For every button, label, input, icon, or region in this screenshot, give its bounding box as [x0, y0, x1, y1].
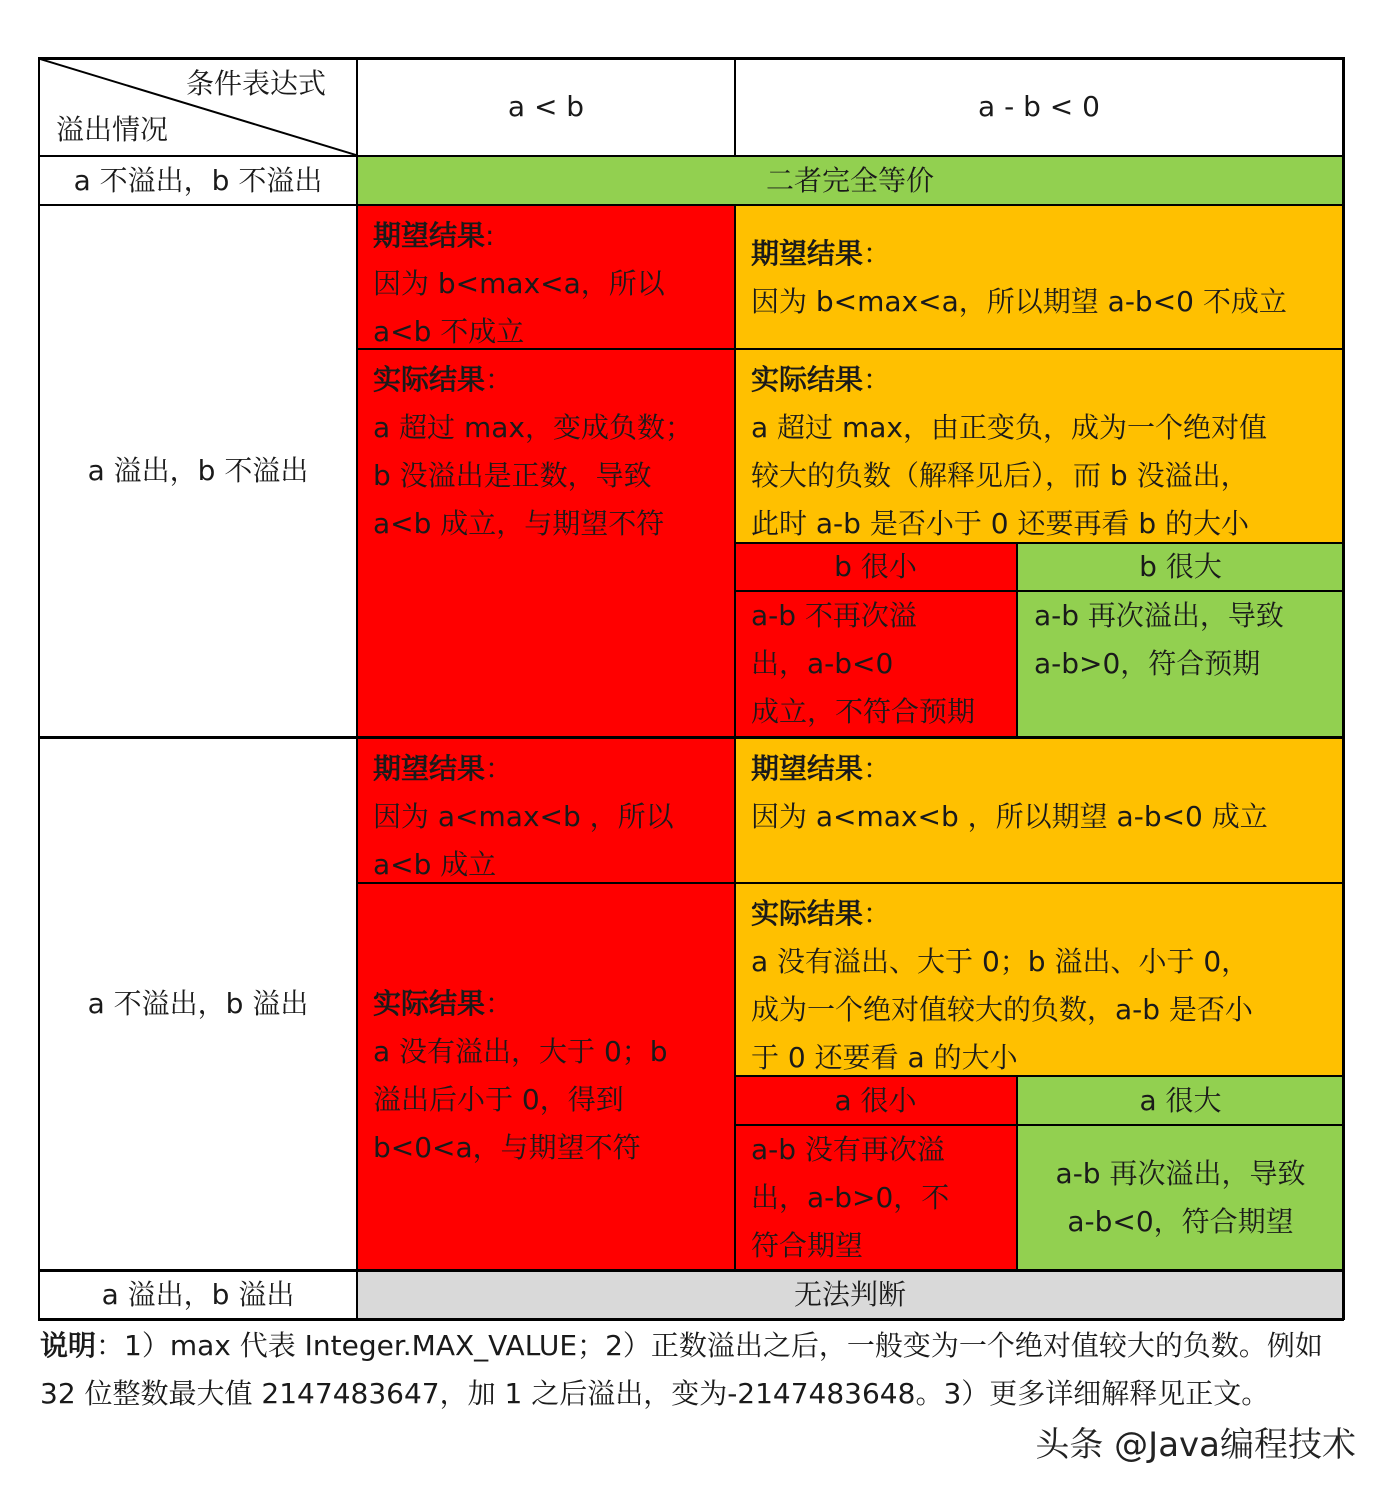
colon: ： — [863, 363, 892, 396]
colon: ： — [485, 987, 514, 1020]
text-line: 于 0 还要看 a 的大小 — [751, 1041, 1018, 1074]
text-line: a<b 不成立 — [373, 315, 525, 348]
notes-title: 说明 — [40, 1329, 97, 1362]
text-line: a 没有溢出、大于 0；b 溢出、小于 0， — [751, 945, 1250, 978]
row4-label: a 溢出，b 溢出 — [101, 1278, 295, 1311]
row2-col1-expect — [357, 206, 735, 348]
row1-value: 二者完全等价 — [765, 163, 934, 197]
text-line: a-b 没有再次溢 — [751, 1133, 945, 1166]
expect-title: 期望结果 — [751, 237, 864, 270]
row3-sub-big-label: a 很大 — [1139, 1083, 1222, 1117]
expect-title: 期望结果 — [373, 752, 486, 785]
row2-sub-big-text — [1018, 592, 1343, 736]
row2-sub-small-text — [735, 592, 1016, 736]
actual-title: 实际结果 — [751, 363, 864, 396]
row3-col1-expect — [357, 739, 735, 882]
text-line: 成立，不符合预期 — [751, 695, 976, 728]
colon: ： — [863, 237, 892, 270]
row3-sub-big-text — [1018, 1126, 1343, 1269]
text-line: 出，a-b<0 — [751, 647, 894, 680]
colon: ： — [485, 363, 514, 396]
actual-title: 实际结果 — [751, 897, 864, 930]
row3-col1-actual — [357, 884, 735, 1269]
text-line: 因为 a<max<b ，所以期望 a-b<0 成立 — [751, 800, 1268, 833]
row3-label: a 不溢出，b 溢出 — [87, 987, 309, 1020]
row2-sub-small-label: b 很小 — [834, 550, 917, 583]
notes-paragraph — [40, 1322, 1330, 1418]
watermark: 头条 @Java编程技术 — [1035, 1425, 1356, 1465]
text-line: 因为 a<max<b ，所以 — [373, 800, 674, 833]
row2-col2-actual — [735, 350, 1343, 542]
text-line: 溢出后小于 0，得到 — [373, 1083, 624, 1116]
text-line: 符合期望 — [751, 1229, 864, 1262]
colon: : — [485, 219, 495, 252]
text-line: a-b>0，符合预期 — [1034, 647, 1261, 680]
text-line: 因为 b<max<a，所以期望 a-b<0 不成立 — [751, 285, 1287, 318]
row1-label: a 不溢出，b 不溢出 — [73, 163, 323, 197]
actual-title: 实际结果 — [373, 363, 486, 396]
header-diag-top: 条件表达式 — [186, 67, 327, 100]
actual-title: 实际结果 — [373, 987, 486, 1020]
row3-col2-actual — [735, 884, 1343, 1075]
row2-col2-expect — [735, 206, 1343, 348]
colon: ： — [863, 752, 892, 785]
colon: ： — [863, 897, 892, 930]
row3-sub-small-text — [735, 1126, 1016, 1269]
text-line: a-b 不再次溢 — [751, 599, 917, 632]
text-line: a 超过 max，由正变负，成为一个绝对值 — [751, 411, 1267, 444]
row4-value: 无法判断 — [793, 1278, 906, 1311]
row3-sub-small-label: a 很小 — [834, 1083, 917, 1117]
row2-sub-big-label: b 很大 — [1139, 550, 1222, 583]
row2-col1-actual — [357, 350, 735, 736]
expect-title: 期望结果 — [373, 219, 486, 252]
text-line: b 没溢出是正数，导致 — [373, 459, 652, 492]
header-diag-bottom: 溢出情况 — [56, 113, 169, 146]
text-line: 成为一个绝对值较大的负数，a-b 是否小 — [751, 993, 1253, 1026]
text-line: 因为 b<max<a，所以 — [373, 267, 665, 300]
text-line: 此时 a-b 是否小于 0 还要再看 b 的大小 — [751, 507, 1250, 540]
text-line: a-b 再次溢出，导致 — [1034, 599, 1284, 632]
text-line: a 超过 max，变成负数； — [373, 411, 693, 444]
text-line: a-b 再次溢出，导致 — [1055, 1156, 1306, 1190]
text-line: 较大的负数（解释见后），而 b 没溢出， — [751, 459, 1249, 492]
header-col1: a < b — [507, 90, 585, 123]
text-line: b<0<a，与期望不符 — [373, 1131, 641, 1164]
text-line: 出，a-b>0，不 — [751, 1181, 950, 1214]
notes-text: ：1）max 代表 Integer.MAX_VALUE；2）正数溢出之后，一般变为一个绝对值较大的负数。例如 32 位整数最大值 2147483647，加 1 之后溢出，变为-2147483648。3）更多详细解释见正文。 — [40, 1329, 1323, 1410]
row3-col2-expect — [735, 739, 1343, 882]
colon: ： — [485, 752, 514, 785]
text-line: a 没有溢出，大于 0；b — [373, 1035, 668, 1068]
text-line: a-b<0，符合期望 — [1067, 1204, 1294, 1238]
text-line: a<b 成立，与期望不符 — [373, 507, 665, 540]
row2-label: a 溢出，b 不溢出 — [87, 454, 309, 487]
text-line: a<b 成立 — [373, 848, 497, 881]
header-col2: a - b < 0 — [978, 90, 1100, 123]
expect-title: 期望结果 — [751, 752, 864, 785]
